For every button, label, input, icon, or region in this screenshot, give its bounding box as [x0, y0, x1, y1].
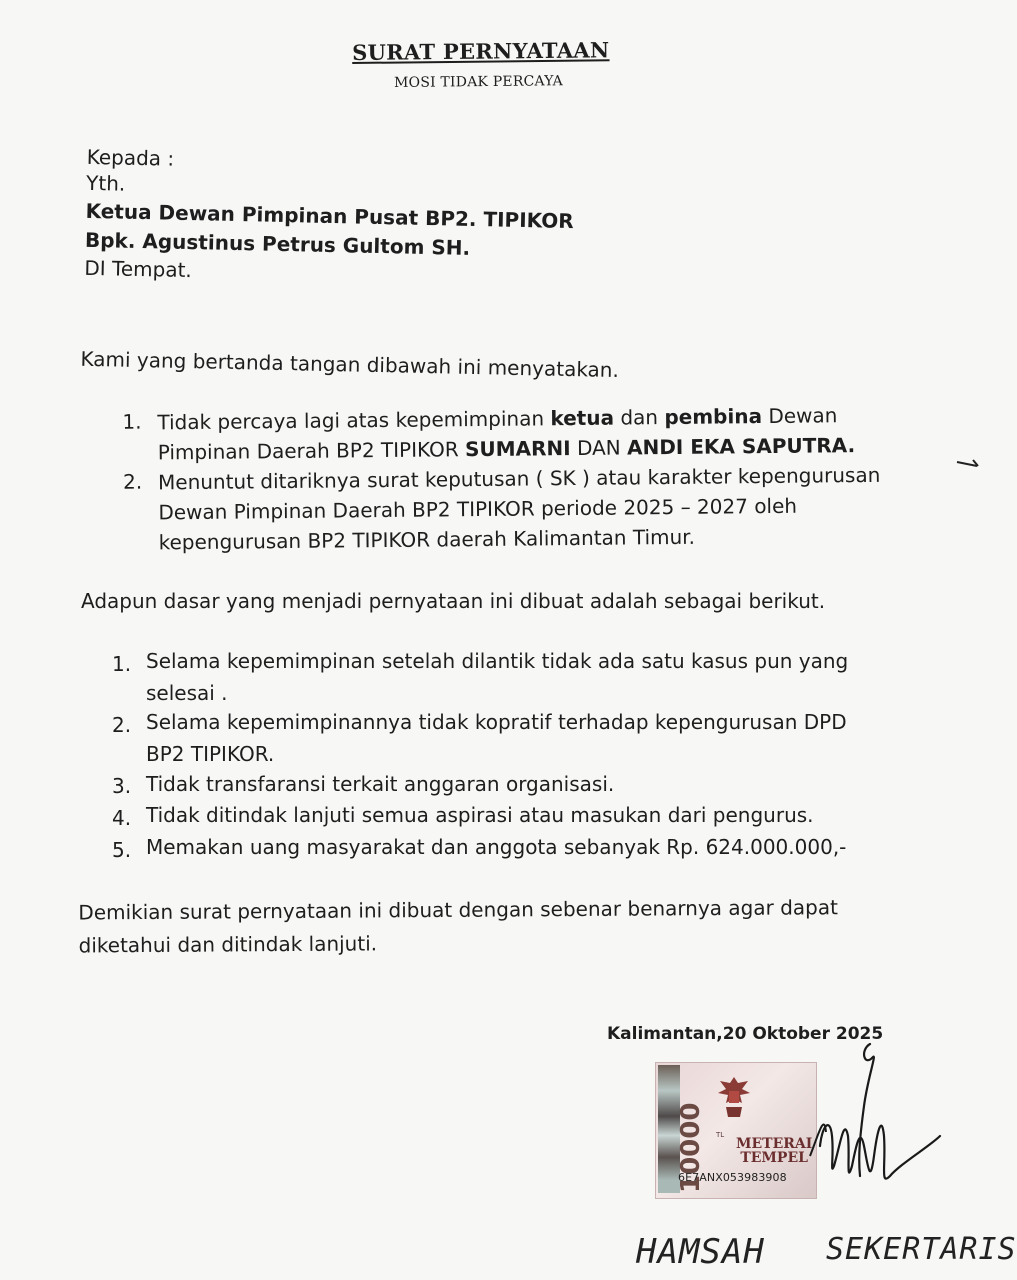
address-kepada: Kepada : [86, 144, 175, 171]
statement-1-line-1 [157, 403, 837, 434]
address-yth: Yth. [85, 170, 126, 196]
reason-number: 1. [112, 652, 132, 676]
place-date: Kalimantan,20 Oktober 2025 [607, 1024, 884, 1044]
statement-1-line-2 [158, 433, 856, 464]
stamp-value: 10000 [676, 1102, 706, 1193]
statement-emphasis: SUMARNI [464, 436, 571, 462]
statement-emphasis: ANDI EKA SAPUTRA. [626, 433, 856, 460]
statement-2-line-1: Menuntut ditariknya surat keputusan ( SK ) atau karakter kepengurusan [157, 462, 881, 495]
reason-number: 5. [112, 838, 132, 862]
reason-1-line-1: Selama kepemimpinan setelah dilantik tidak ada satu kasus pun yang [146, 649, 849, 673]
statement-number: 2. [122, 469, 143, 494]
stray-mark [955, 456, 981, 470]
stamp-serial: 6E7ANX053983908 [678, 1171, 787, 1184]
stamp-label-line-2: TEMPEL [740, 1150, 808, 1166]
statement-number: 1. [122, 409, 142, 434]
statement-text: Tidak percaya lagi atas kepemimpinan [157, 406, 551, 435]
garuda-emblem-icon [714, 1073, 754, 1123]
reason-4-line-1: Tidak ditindak lanjuti semua aspirasi atau masukan dari pengurus. [146, 803, 814, 827]
statement-text: Dewan [761, 403, 838, 429]
reason-number: 2. [112, 713, 132, 737]
document-subtitle: MOSI TIDAK PERCAYA [394, 73, 563, 91]
basis-intro: Adapun dasar yang menjadi pernyataan ini dibuat adalah sebagai berikut. [81, 589, 826, 613]
signer-name: HAMSAH [636, 1232, 765, 1272]
intro-text: Kami yang bertanda tangan dibawah ini menyatakan. [80, 346, 620, 383]
document-title: SURAT PERNYATAAN [352, 37, 610, 65]
stamp-tl: TL [716, 1131, 725, 1139]
recipient-name: Bpk. Agustinus Petrus Gultom SH. [84, 227, 471, 260]
reason-5-line-1: Memakan uang masyarakat dan anggota sebanyak Rp. 624.000.000,- [146, 835, 847, 859]
signature-scribble [760, 1036, 960, 1206]
statement-text: Pimpinan Daerah BP2 TIPIKOR [157, 437, 466, 465]
statement-text: dan [613, 405, 665, 430]
closing-line-2: diketahui dan ditindak lanjuti. [78, 931, 378, 958]
signer-role: SEKERTARIS [826, 1232, 1017, 1267]
closing-line-1: Demikian surat pernyataan ini dibuat dengan sebenar benarnya agar dapat [78, 895, 838, 925]
statement-emphasis: pembina [664, 404, 763, 430]
reason-number: 3. [112, 774, 132, 798]
reason-3-line-1: Tidak transfaransi terkait anggaran organisasi. [146, 772, 615, 796]
reason-number: 4. [112, 806, 132, 830]
stamp-label-line-1: METERAI [736, 1136, 813, 1152]
reason-2-line-2: BP2 TIPIKOR. [146, 742, 275, 766]
statement-text: DAN [570, 435, 628, 461]
reason-1-line-2: selesai . [146, 681, 228, 705]
recipient-location: DI Tempat. [84, 255, 193, 283]
statement-2-line-2: Dewan Pimpinan Daerah BP2 TIPIKOR periode 2025 – 2027 oleh [158, 493, 798, 525]
reason-2-line-1: Selama kepemimpinannya tidak kopratif terhadap kepengurusan DPD [146, 710, 847, 734]
statement-emphasis: ketua [550, 405, 615, 431]
statement-2-line-3: kepengurusan BP2 TIPIKOR daerah Kalimantan Timur. [158, 524, 696, 555]
recipient-title: Ketua Dewan Pimpinan Pusat BP2. TIPIKOR [85, 198, 574, 234]
